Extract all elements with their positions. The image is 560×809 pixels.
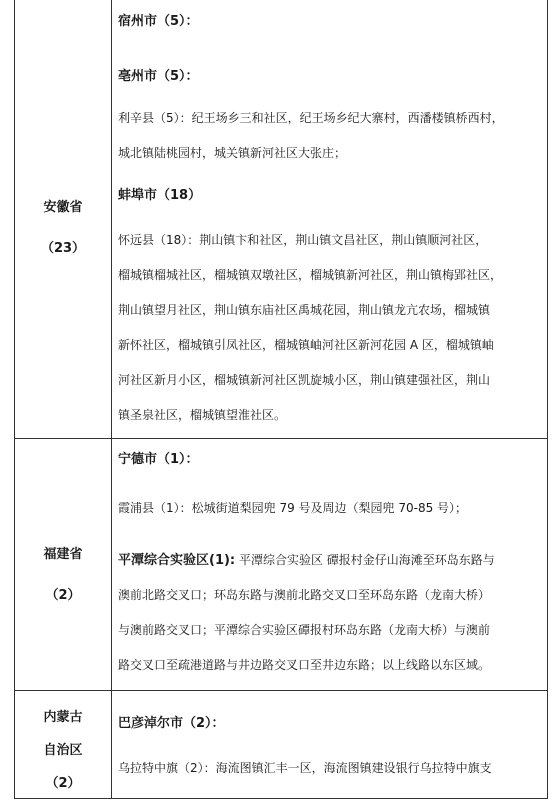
county-line: 澳前北路交叉口；环岛东路与澳前北路交叉口至环岛东路（龙南大桥） [118, 588, 491, 602]
column-divider [111, 0, 112, 798]
county-line: 怀远县（18）：荆山镇卞和社区，荆山镇文昌社区，荆山镇顺河社区， [118, 233, 488, 247]
county-line: 荆山镇望月社区，荆山镇东庙社区禹城花园，荆山镇龙亢农场，榴城镇 [118, 303, 491, 317]
county-line: 乌拉特中旗（2）：海流图镇汇丰一区，海流图镇建设银行乌拉特中旗支 [118, 761, 492, 775]
row-divider [15, 690, 547, 691]
province-name: 安徽省 [43, 200, 83, 215]
city-bayannur: 巴彦淖尔市（2）： [118, 716, 225, 731]
county-line: 新怀社区，榴城镇引凤社区，榴城镇岫河社区新河花园 A 区，榴城镇岫 [118, 338, 494, 352]
county-line: 城北镇陆桃园村，城关镇新河社区大张庄； [118, 146, 347, 160]
pingtan-rest: 平潭综合实验区 磹报村金仔山海滩至环岛东路与 [235, 553, 495, 567]
county-line: 路交叉口至疏港道路与井边路交叉口至井边东路；以上线路以东区域。 [118, 658, 491, 672]
province-count: （2） [45, 776, 81, 791]
city-ningde: 宁德市（1）： [118, 452, 199, 467]
pingtan-line [118, 552, 539, 569]
city-bengbu: 蚌埠市（18） [118, 188, 202, 203]
province-name: 内蒙古 [43, 710, 83, 725]
county-line: 利辛县（5）：纪王场乡三和社区，纪王场乡纪大寨村，西潘楼镇桥西村， [118, 111, 504, 125]
city-bozhou: 亳州市（5）： [118, 69, 199, 84]
province-count: （2） [45, 588, 81, 603]
city-suzhou: 宿州市（5）： [118, 14, 199, 29]
county-line: 与澳前路交叉口；平潭综合实验区磹报村环岛东路（龙南大桥）与澳前 [118, 623, 491, 637]
province-count: （23） [40, 241, 86, 256]
table [14, 0, 548, 799]
row-divider [15, 438, 547, 439]
county-line: 霞浦县（1）：松城街道梨园兜 79 号及周边（梨园兜 70-85 号）； [118, 501, 468, 515]
province-name: 福建省 [43, 547, 83, 562]
province-anhui [15, 196, 111, 256]
pingtan-title: 平潭综合实验区(1): [118, 553, 236, 568]
province-name-2: 自治区 [43, 743, 83, 758]
county-line: 榴城镇榴城社区，榴城镇双墩社区，榴城镇新河社区，荆山镇梅郢社区， [118, 268, 503, 282]
province-fujian [15, 543, 111, 603]
county-line: 河社区新月小区，榴城镇新河社区凯旋城小区，荆山镇建强社区，荆山 [118, 373, 491, 387]
county-line: 镇圣泉社区，榴城镇望淮社区。 [118, 408, 287, 422]
province-neimenggu [15, 706, 111, 791]
